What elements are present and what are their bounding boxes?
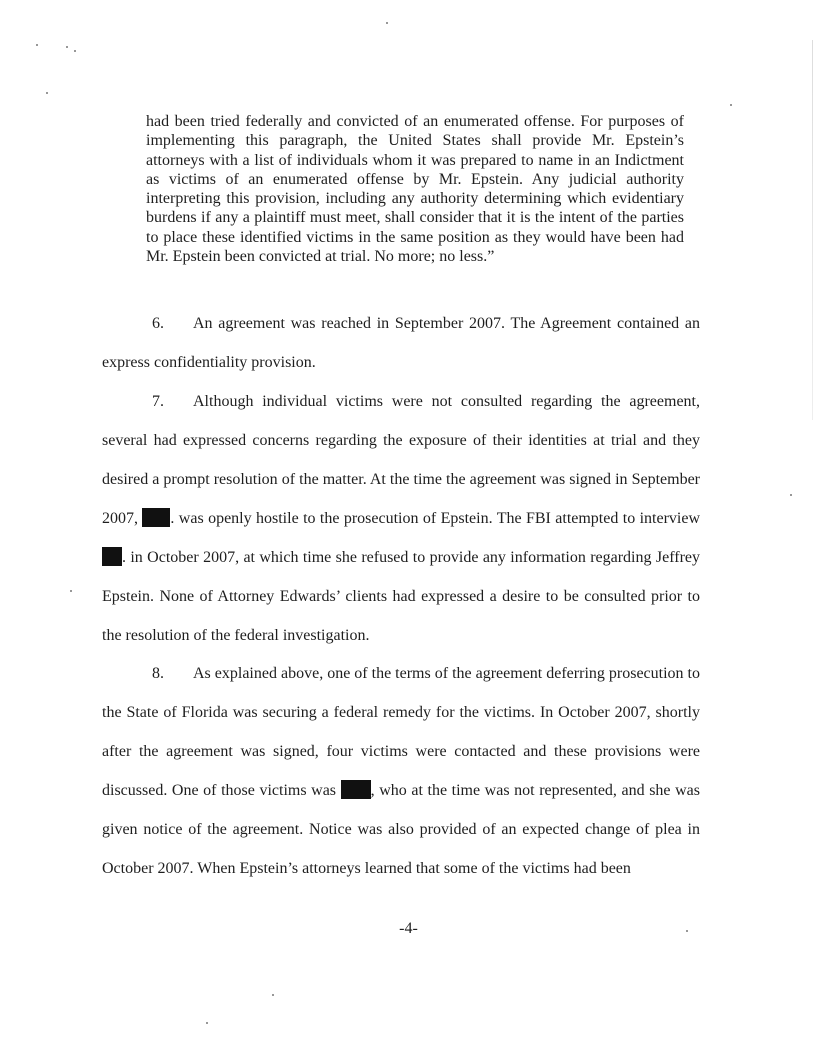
redaction-box: [341, 780, 371, 799]
redaction-box: [142, 508, 170, 527]
paragraph-7: [102, 382, 700, 655]
block-quote: had been tried federally and convicted of an enumerated offense. For purposes of implementing this paragraph, the United States shall provide Mr. Epstein’s attorneys with a list of individuals whom it was prepared to name in an Indictment as victims of an enumerated offense by Mr. Epstein. Any judicial authority interpreting this provision, including any authority determining which evidentiary burdens if any a plaintiff must meet, shall consider that it is the intent of the parties to place these identified victims in the same position as they would have been had Mr. Epstein been convicted at trial. No more; no less.”: [146, 113, 684, 266]
redaction-box: [102, 547, 122, 566]
scan-speck: [206, 1022, 208, 1024]
scan-edge-shadow: [812, 40, 813, 420]
paragraph-number: 6.: [152, 315, 164, 332]
scan-speck: [36, 44, 38, 46]
paragraph-number: 8.: [152, 665, 164, 682]
scan-speck: [686, 930, 688, 932]
paragraph-6: [102, 304, 700, 382]
paragraph-8: [102, 654, 700, 888]
paragraph-number: 7.: [152, 393, 164, 410]
page-number: -4-: [399, 920, 418, 937]
scan-speck: [66, 46, 68, 48]
paragraph-text: . in October 2007, at which time she refused to provide any information regarding Jeffrey Epstein. None of Attorney Edwards’ clients had expressed a desire to be consulted prior to the resolution of the federal investigation.: [102, 549, 700, 644]
scan-speck: [46, 92, 48, 94]
paragraph-text: , who at the time was not represented, and she was given notice of the agreement. Notice was also provided of an expected change of plea in October 2007. When Epstein’s attorneys learned that some of the victims had been: [102, 782, 701, 877]
scan-speck: [70, 590, 72, 592]
paragraph-text: . was openly hostile to the prosecution of Epstein. The FBI attempted to interview: [170, 510, 701, 527]
paragraph-text: An agreement was reached in September 2007. The Agreement contained an express confidentiality provision.: [102, 315, 700, 371]
scan-speck: [74, 50, 76, 52]
paragraph-text: Although individual victims were not consulted regarding the agreement, several had expressed concerns regarding the exposure of their identities at trial and they desired a prompt resolution of the matter. At the time the agreement was signed in September 2007,: [102, 393, 700, 527]
scan-speck: [790, 494, 792, 496]
paragraph-text: As explained above, one of the terms of the agreement deferring prosecution to the State of Florida was securing a federal remedy for the victims. In October 2007, shortly after the agreement was signed, four victims were contacted and these provisions were discussed. One of those victims was: [102, 665, 700, 799]
scan-speck: [386, 22, 388, 24]
scan-speck: [272, 994, 274, 996]
scan-speck: [730, 104, 732, 106]
